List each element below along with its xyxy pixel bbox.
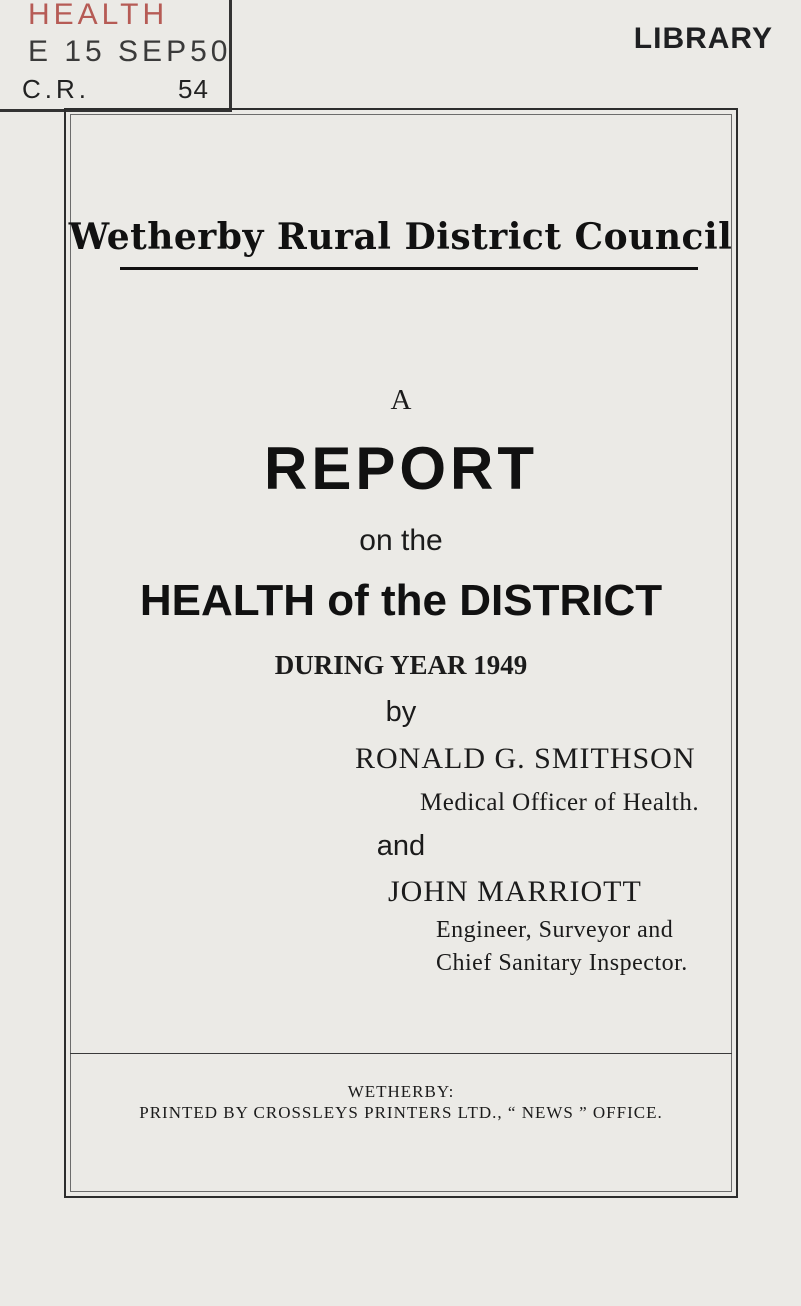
stamp-line-1: HEALTH [28, 0, 169, 31]
council-title-underline [120, 267, 698, 270]
council-title: Wetherby Rural District Council [68, 216, 733, 258]
author-1-name: RONALD G. SMITHSON [355, 742, 696, 775]
stamp-line-3-left: C.R. [22, 74, 90, 104]
library-label: LIBRARY [633, 22, 773, 55]
footer-place: WETHERBY: [347, 1082, 455, 1101]
health-title: HEALTH of the DISTRICT [139, 576, 663, 625]
library-stamp [0, 0, 232, 112]
on-the-text: on the [359, 524, 443, 557]
footer-printer: PRINTED BY CROSSLEYS PRINTERS LTD., “ NEWS ” OFFICE. [139, 1103, 663, 1122]
footer-divider [70, 1053, 732, 1054]
by-text: by [385, 696, 417, 728]
stamp-line-3-right: 54 [178, 74, 209, 104]
author-2-title-line-2: Chief Sanitary Inspector. [436, 950, 688, 976]
author-2-name: JOHN MARRIOTT [388, 875, 642, 908]
and-text: and [376, 830, 426, 862]
author-1-title: Medical Officer of Health. [420, 789, 700, 816]
article-a: A [390, 384, 412, 416]
stamp-line-2: E 15 SEP50 [28, 35, 232, 68]
year-line: DURING YEAR 1949 [274, 650, 528, 680]
report-heading: REPORT [263, 435, 539, 502]
author-2-title-line-1: Engineer, Surveyor and [436, 917, 674, 943]
